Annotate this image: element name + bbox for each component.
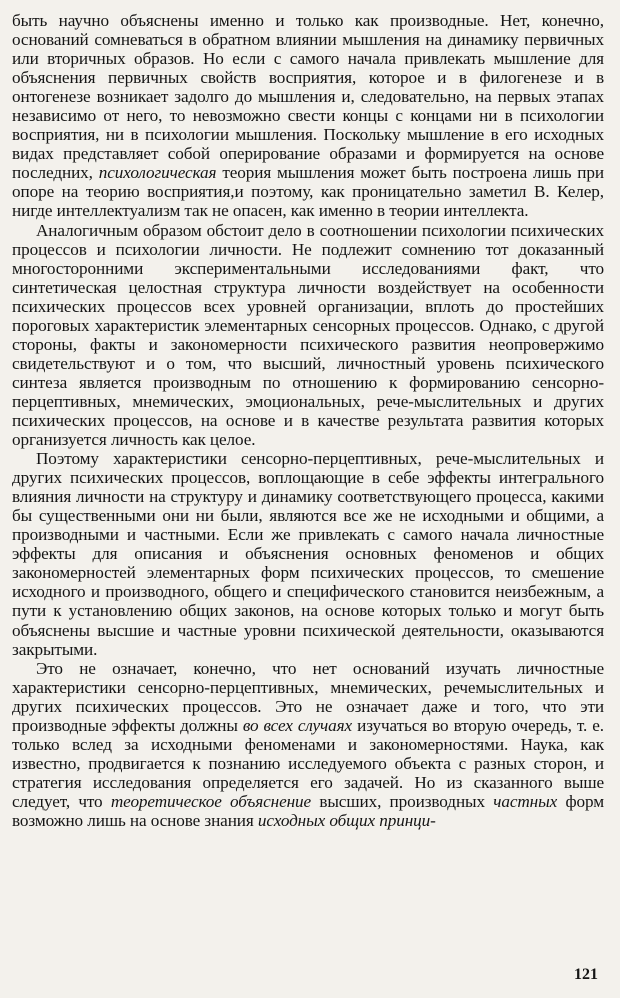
text-run: Аналогичным образом обстоит дело в соотношении психологии психических процессов и психологии личности. Не подлежит сомнению тот доказанный многосторонними экспериментальными исследованиями факт, что синтетическая целостная структура личности воздействует на особенности психических процессов всех уровней организации, вплоть до простейших пороговых характеристик элементарных сенсорных процессов. Однако, с другой стороны, факты и закономерности психического развития неопровержимо свидетельствуют и о том, что высший, личностный уровень психического синтеза является производным по отношению к формированию сенсорно-перцептивных, мнемических, эмоциональных, рече-мыслительных и других психических процессов, на основе и в качестве результата развития которых организуется личность как целое. xyxy=(12,220,604,450)
text-run: быть научно объяснены именно и только как производные. Нет, конечно, оснований сомневаться в обратном влиянии мышления на динамику первичных или вторичных образов. Но если с самого начала привлекать мышление для объяснения первичных свойств восприятия, которое и в филогенезе и в онтогенезе возникает задолго до мышления и, следовательно, на первых этапах независимо от него, то невозможно свести концы с концами ни в психологии восприятия, ни в психологии мышления. Поскольку мышление в его исходных видах представляет собой оперирование образами и формируется на основе последних, xyxy=(12,11,604,183)
italic-run: исходных общих принци- xyxy=(257,810,436,830)
italic-run: частных xyxy=(493,791,558,811)
paragraph-1 xyxy=(12,11,604,221)
italic-run: теоретическое объяснение xyxy=(110,791,312,811)
italic-run: во всех случаях xyxy=(242,715,353,735)
text-run: Это не означает, конечно, что нет оснований изучать личностные характеристики сенсорно-перцептивных, мнемических, речемыслительных и других психических процессов. Это не означает даже и того, что эти производные эффекты должны xyxy=(12,658,604,735)
text-run: форм возможно лишь на основе знания xyxy=(12,791,604,830)
text-run: высших, производных xyxy=(311,791,494,811)
italic-run: психологическая xyxy=(98,163,217,183)
text-run: теория мышления может быть построена лишь при опоре на теорию восприятия,и поэтому, как проницательно заметил В. Келер, нигде интеллектуализм так не опасен, как именно в теории интеллекта. xyxy=(12,163,604,221)
page-number: 121 xyxy=(574,966,598,983)
paragraph-4 xyxy=(12,659,604,830)
body-text xyxy=(12,11,604,830)
paragraph-2 xyxy=(12,221,604,450)
text-run: Поэтому характеристики сенсорно-перцептивных, рече-мыслительных и других психических процессов, воплощающие в себе эффекты интегрального влияния личности на структуру и динамику соответствующего процесса, какими бы существенными они ни были, являются все же не исходными и общими, а производными и частными. Если же привлекать с самого начала личностные эффекты для описания и объяснения основных феноменов и общих закономерностей элементарных форм психических процессов, то смешение исходного и производного, общего и специфического становится неизбежным, а пути к установлению общих законов, на основе которых только и могут быть объяснены высшие и частные уровни психической деятельности, оказываются закрытыми. xyxy=(12,449,604,659)
text-run: изучаться во вторую очередь, т. е. только вслед за исходными феноменами и закономерностями. Наука, как известно, продвигается к познанию исследуемого объекта с разных сторон, и стратегия исследования определяется его задачей. Но из сказанного выше следует, что xyxy=(12,715,604,811)
paragraph-3 xyxy=(12,449,604,659)
